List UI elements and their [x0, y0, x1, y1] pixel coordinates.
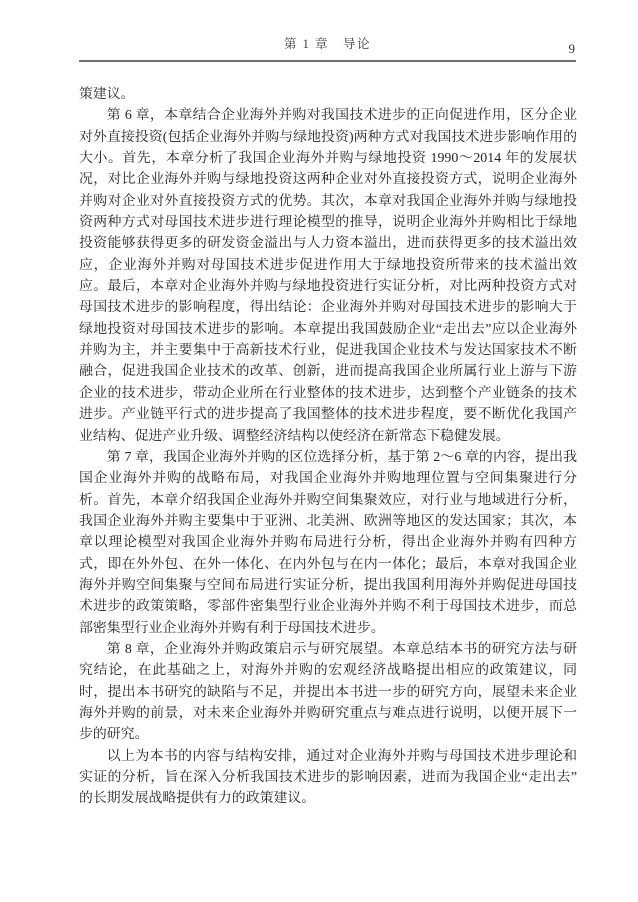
- page-header: [79, 34, 576, 62]
- paragraph-chapter-6: 第 6 章，本章结合企业海外并购对我国技术进步的正向促进作用，区分企业对外直接投资(包括企业海外并购与绿地投资)两种方式对我国技术进步影响作用的大小。首先，本章分析了我国企业海外并购与绿地投资 1990～2014 年的发展状况，对比企业海外并购与绿地投资这两种企业对外直接投资方式，说明企业海外并购对企业对外直接投资方式的优势。其次，本章对我国企业海外并购与绿地投资两种方式对母国技术进步进行理论模型的推导，说明企业海外并购相比于绿地投资能够获得更多的研发资金溢出与人力资本溢出，进而获得更多的技术溢出效应，企业海外并购对母国技术进步促进作用大于绿地投资所带来的技术溢出效应。最后，本章对企业海外并购与绿地投资进行实证分析，对比两种投资方式对母国技术进步的影响程度，得出结论：企业海外并购对母国技术进步的影响大于绿地投资对母国技术进步的影响。本章提出我国鼓励企业“走出去”应以企业海外并购为主，并主要集中于高新技术行业，促进我国企业技术与发达国家技术不断融合，促进我国企业技术的改革、创新，进而提高我国企业所属行业上游与下游企业的技术进步，带动企业所在行业整体的技术进步，达到整个产业链条的技术进步。产业链平行式的进步提高了我国整体的技术进步程度，要不断优化我国产业结构、促进产业升级、调整经济结构以使经济在新常态下稳健发展。: [79, 108, 577, 444]
- body-text: [79, 84, 577, 810]
- paragraph-continuation: 策建议。: [79, 87, 135, 102]
- paragraph-chapter-7: 第 7 章，我国企业海外并购的区位选择分析，基于第 2～6 章的内容，提出我国企业海外并购的战略布局，对我国企业海外并购地理位置与空间集聚进行分析。首先，本章介绍我国企业海外并购空间集聚效应，对行业与地域进行分析，我国企业海外并购主要集中于亚洲、北美洲、欧洲等地区的发达国家；其次，本章以理论模型对我国企业海外并购布局进行分析，得出企业海外并购有四种方式，即在外外包、在外一体化、在内外包与在内一体化；最后，本章对我国企业海外并购空间集聚与空间布局进行实证分析，提出我国利用海外并购促进母国技术进步的政策策略，零部件密集型行业企业海外并购不利于母国技术进步，而总部密集型行业企业海外并购有利于母国技术进步。: [79, 449, 577, 636]
- chapter-title: 第 1 章 导论: [283, 37, 371, 51]
- paragraph-closing: 以上为本书的内容与结构安排，通过对企业海外并购与母国技术进步理论和实证的分析，旨在深入分析我国技术进步的影响因素，进而为我国企业“走出去”的长期发展战略提供有力的政策建议。: [79, 748, 577, 807]
- page-number: 9: [568, 41, 575, 56]
- paragraph-chapter-8: 第 8 章，企业海外并购政策启示与研究展望。本章总结本书的研究方法与研究结论，在此基础之上，对海外并购的宏观经济战略提出相应的政策建议，同时，提出本书研究的缺陷与不足，并提出本书进一步的研究方向，展望未来企业海外并购的前景，对未来企业海外并购研究重点与难点进行说明，以便开展下一步的研究。: [79, 641, 577, 743]
